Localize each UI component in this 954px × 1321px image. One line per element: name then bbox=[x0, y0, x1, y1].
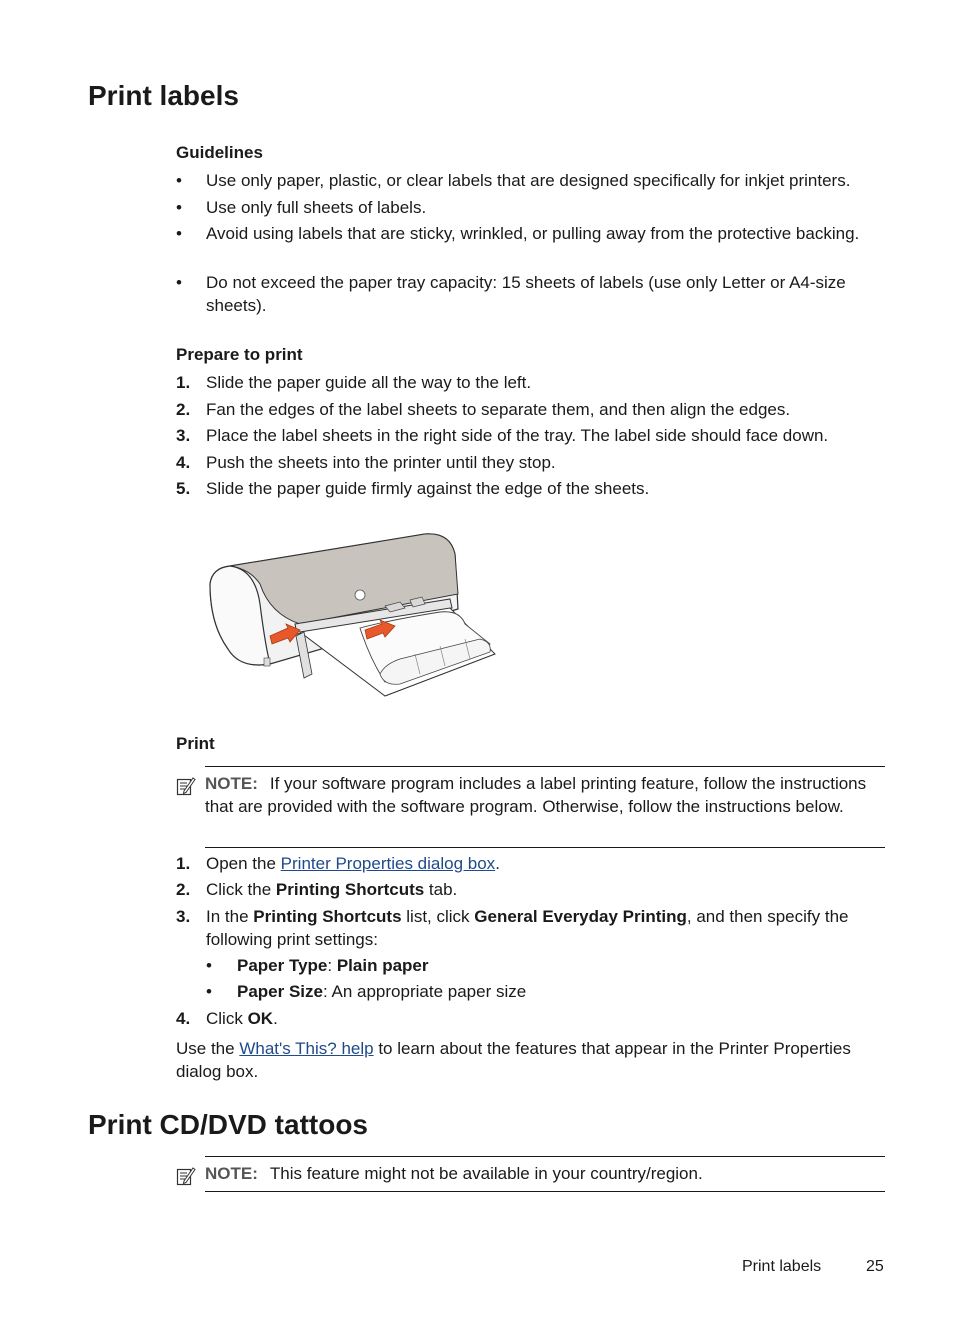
note-bottom-rule bbox=[205, 1191, 885, 1192]
setting-value: Plain paper bbox=[336, 956, 429, 975]
list-item bbox=[176, 222, 886, 245]
note-top-rule bbox=[205, 1156, 885, 1157]
step-text: Slide the paper guide all the way to the left. bbox=[206, 373, 532, 392]
step-text: Fan the edges of the label sheets to separate them, and then align the edges. bbox=[206, 400, 791, 419]
step-text: . bbox=[273, 1009, 278, 1028]
step-item bbox=[176, 477, 886, 500]
step-text: tab. bbox=[424, 880, 458, 899]
note-text: This feature might not be available in your country/region. bbox=[269, 1164, 703, 1183]
help-paragraph bbox=[176, 1037, 886, 1083]
footer-section-name: Print labels bbox=[742, 1258, 822, 1275]
paragraph-text: to learn about the features that appear in the Printer Properties dialog box. bbox=[176, 1039, 851, 1081]
step-text: , and then specify the following print settings: bbox=[206, 907, 849, 949]
sub-list-item bbox=[206, 980, 886, 1003]
paragraph-text: Use the bbox=[176, 1039, 240, 1058]
list-item-text: Do not exceed the paper tray capacity: 15 sheets of labels (use only Letter or A4-size sheets). bbox=[206, 273, 846, 315]
note-icon bbox=[176, 776, 196, 796]
printer-properties-link[interactable]: Printer Properties dialog box bbox=[280, 854, 496, 873]
step-bold: Printing Shortcuts bbox=[253, 907, 402, 926]
note-bottom-rule bbox=[205, 847, 885, 848]
step-text: Click the bbox=[206, 880, 276, 899]
step-item bbox=[176, 852, 886, 875]
step-item bbox=[176, 424, 886, 447]
step-item bbox=[176, 878, 886, 901]
step-bold: OK bbox=[247, 1009, 274, 1028]
step-number: 1. bbox=[176, 373, 191, 392]
bullet: • bbox=[176, 224, 182, 243]
step-item bbox=[176, 1007, 886, 1030]
step-text: Click bbox=[206, 1009, 248, 1028]
note-label: NOTE: bbox=[205, 774, 258, 793]
list-item-text: Avoid using labels that are sticky, wrinkled, or pulling away from the protective backing. bbox=[206, 224, 860, 243]
setting-name: Paper Size bbox=[237, 982, 323, 1001]
step-item bbox=[176, 371, 886, 394]
step-item bbox=[176, 451, 886, 474]
bullet: • bbox=[206, 982, 212, 1001]
step-number: 2. bbox=[176, 400, 191, 419]
whats-this-help-link[interactable]: What's This? help bbox=[239, 1039, 374, 1058]
step-text: list, click bbox=[401, 907, 475, 926]
page-title: Print labels bbox=[88, 80, 239, 111]
page-number: 25 bbox=[866, 1258, 884, 1275]
note-label: NOTE: bbox=[205, 1164, 258, 1183]
list-item bbox=[176, 169, 886, 192]
step-text: Push the sheets into the printer until they stop. bbox=[206, 453, 556, 472]
bullet: • bbox=[176, 198, 182, 217]
list-item bbox=[176, 196, 886, 219]
step-number: 3. bbox=[176, 426, 191, 445]
step-text: Slide the paper guide firmly against the edge of the sheets. bbox=[206, 479, 650, 498]
note-block bbox=[176, 1162, 886, 1185]
section-title: Print CD/DVD tattoos bbox=[88, 1109, 368, 1140]
step-number: 4. bbox=[176, 453, 191, 472]
step-number: 2. bbox=[176, 880, 191, 899]
print-heading: Print bbox=[176, 734, 215, 753]
sub-list-item bbox=[206, 954, 886, 977]
setting-name: Paper Type bbox=[237, 956, 328, 975]
list-item-text: Use only paper, plastic, or clear labels that are designed specifically for inkjet printers. bbox=[206, 171, 851, 190]
note-text: If your software program includes a label printing feature, follow the instructions that are provided with the software program. Otherwise, follow the instructions below. bbox=[205, 774, 867, 816]
bullet: • bbox=[206, 956, 212, 975]
step-bold: General Everyday Printing bbox=[474, 907, 687, 926]
separator: : bbox=[327, 956, 337, 975]
printer-illustration bbox=[200, 524, 500, 704]
step-item bbox=[176, 905, 886, 951]
bullet: • bbox=[176, 273, 182, 292]
note-icon bbox=[176, 1166, 196, 1186]
step-number: 5. bbox=[176, 479, 191, 498]
note-block bbox=[176, 772, 886, 818]
prepare-heading: Prepare to print bbox=[176, 345, 303, 364]
step-number: 4. bbox=[176, 1009, 191, 1028]
step-text: In the bbox=[206, 907, 254, 926]
step-item bbox=[176, 398, 886, 421]
step-number: 1. bbox=[176, 854, 191, 873]
setting-value: : An appropriate paper size bbox=[323, 982, 527, 1001]
step-number: 3. bbox=[176, 907, 191, 926]
step-text: Place the label sheets in the right side of the tray. The label side should face down. bbox=[206, 426, 829, 445]
bullet: • bbox=[176, 171, 182, 190]
list-item bbox=[176, 271, 886, 317]
step-bold: Printing Shortcuts bbox=[275, 880, 425, 899]
list-item-text: Use only full sheets of labels. bbox=[206, 198, 427, 217]
step-text: . bbox=[495, 854, 500, 873]
note-top-rule bbox=[205, 766, 885, 767]
step-text: Open the bbox=[206, 854, 281, 873]
guidelines-heading: Guidelines bbox=[176, 143, 263, 162]
